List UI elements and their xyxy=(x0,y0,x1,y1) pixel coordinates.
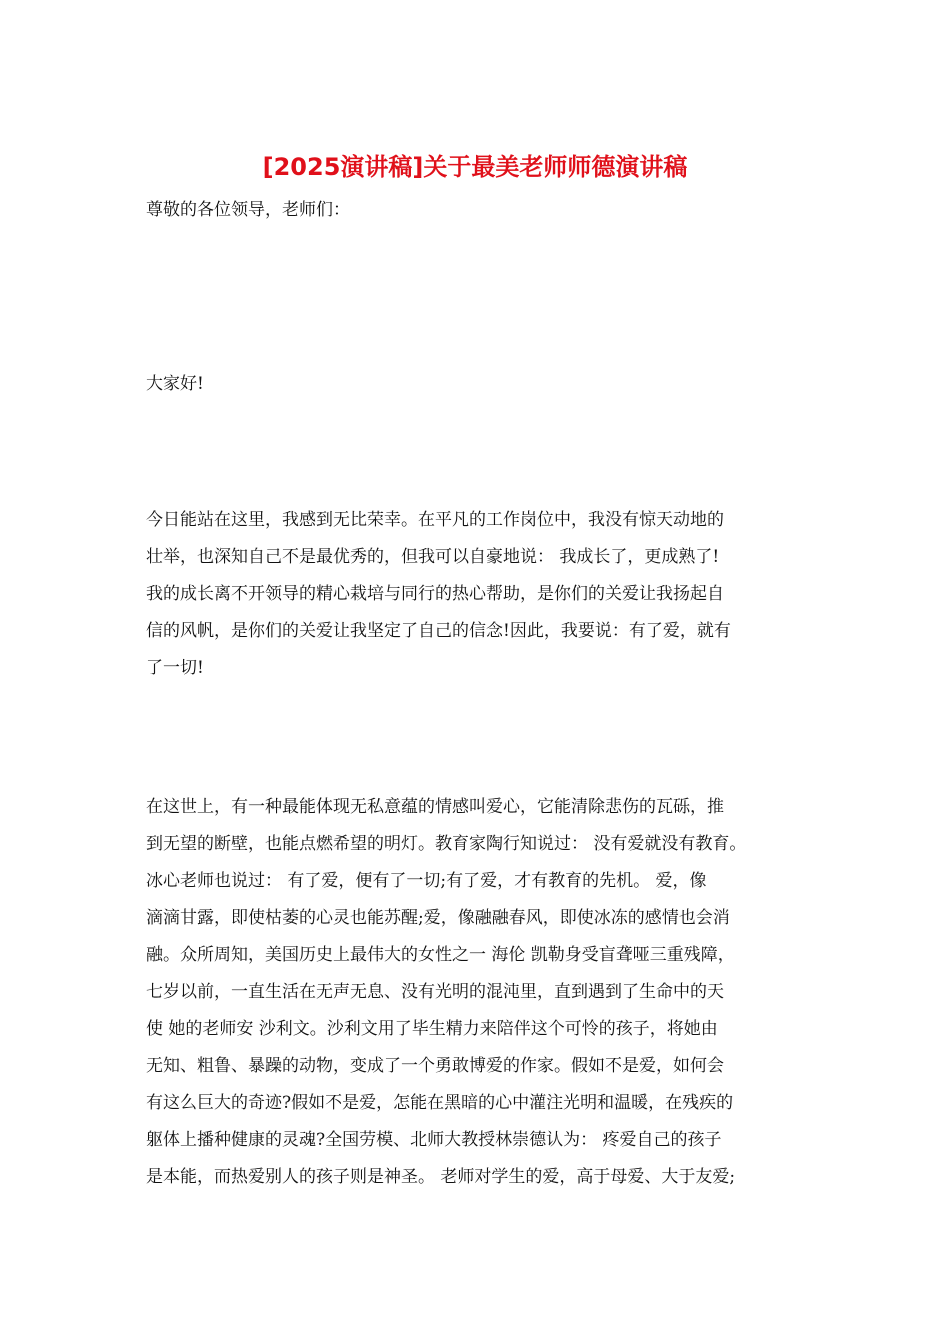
document-title: [2025演讲稿]关于最美老师师德演讲稿 xyxy=(262,153,688,181)
paragraph-line: 到无望的断壁，也能点燃希望的明灯。教育家陶行知说过： 没有爱就没有教育。 xyxy=(146,834,747,854)
paragraph-line: 七岁以前，一直生活在无声无息、没有光明的混沌里，直到遇到了生命中的天 xyxy=(146,982,724,1002)
greeting: 大家好! xyxy=(146,374,204,394)
paragraph-line: 信的风帆，是你们的关爱让我坚定了自己的信念!因此，我要说：有了爱，就有 xyxy=(146,621,731,641)
paragraph-line: 滴滴甘露，即使枯萎的心灵也能苏醒;爱，像融融春风，即使冰冻的感情也会消 xyxy=(146,908,730,928)
paragraph-line: 壮举，也深知自己不是最优秀的，但我可以自豪地说： 我成长了，更成熟了! xyxy=(146,547,720,567)
paragraph-line: 使 她的老师安 沙利文。沙利文用了毕生精力来陪伴这个可怜的孩子，将她由 xyxy=(146,1019,718,1039)
paragraph-line: 有这么巨大的奇迹?假如不是爱，怎能在黑暗的心中灌注光明和温暖，在残疾的 xyxy=(146,1093,734,1113)
paragraph-line: 在这世上，有一种最能体现无私意蕴的情感叫爱心，它能清除悲伤的瓦砾，推 xyxy=(146,797,724,817)
paragraph-line: 了一切! xyxy=(146,658,204,678)
paragraph-line: 冰心老师也说过： 有了爱，便有了一切;有了爱，才有教育的先机。 爱，像 xyxy=(146,871,707,891)
paragraph-line: 融。众所周知，美国历史上最伟大的女性之一 海伦 凯勒身受盲聋哑三重残障， xyxy=(146,945,735,965)
paragraph-line: 今日能站在这里，我感到无比荣幸。在平凡的工作岗位中，我没有惊天动地的 xyxy=(146,510,724,530)
paragraph-line: 是本能，而热爱别人的孩子则是神圣。 老师对学生的爱，高于母爱、大于友爱; xyxy=(146,1167,736,1187)
paragraph-line: 我的成长离不开领导的精心栽培与同行的热心帮助，是你们的关爱让我扬起自 xyxy=(146,584,724,604)
salutation: 尊敬的各位领导，老师们： xyxy=(146,200,350,220)
paragraph-line: 无知、粗鲁、暴躁的动物，变成了一个勇敢博爱的作家。假如不是爱，如何会 xyxy=(146,1056,724,1076)
paragraph-line: 躯体上播种健康的灵魂?全国劳模、北师大教授林崇德认为： 疼爱自己的孩子 xyxy=(146,1130,722,1150)
